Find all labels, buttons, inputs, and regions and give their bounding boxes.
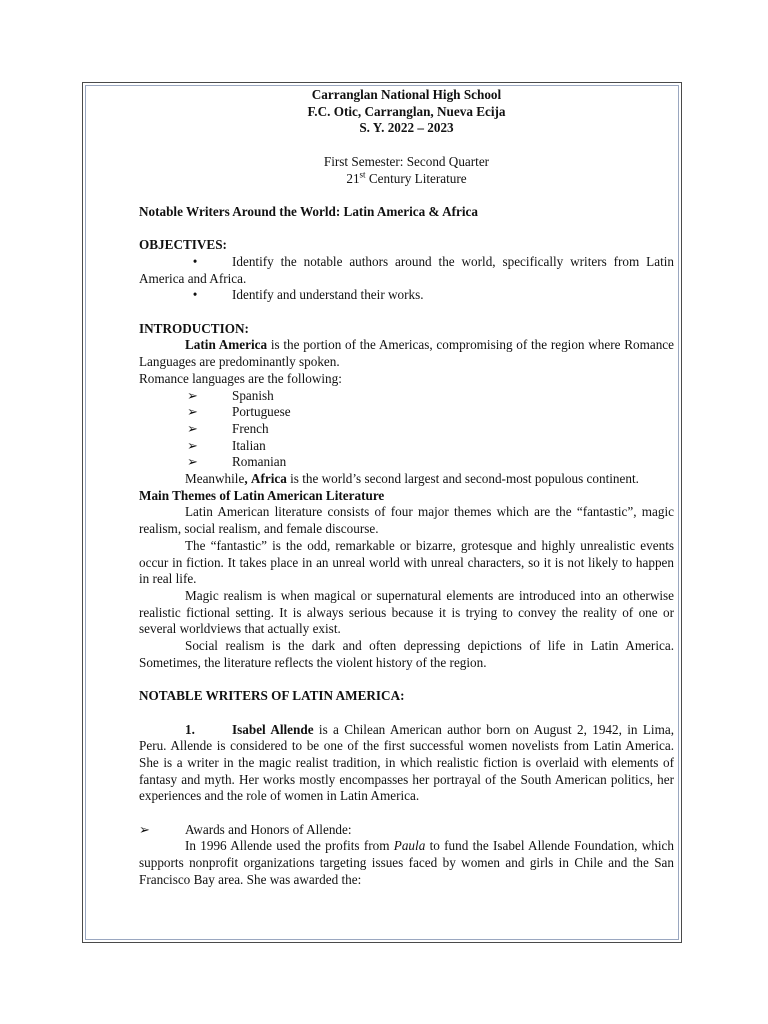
africa-paragraph: Meanwhile, Africa is the world’s second largest and second-most populous continent. (185, 471, 639, 487)
language-item: ➢ Italian (187, 437, 266, 453)
bullet-icon: • (192, 287, 198, 303)
latin-america-paragraph: Latin America is the portion of the Americas, compromising of the region where Romance Languages are predominantly spoken. (139, 337, 674, 370)
writers-heading: NOTABLE WRITERS OF LATIN AMERICA: (139, 688, 405, 704)
writer-name: Isabel Allende (232, 721, 314, 737)
lesson-topic: Notable Writers Around the World: Latin America & Africa (139, 203, 478, 219)
list-number: 1. (185, 721, 195, 737)
writer-entry: 1. Isabel Allende is a Chilean American author born on August 2, 1942, in Lima, Peru. Allende is considered to be one of the first successful women novelists from Latin America. She is a writer in the magic realist tradition, in which realistic fiction is overlaid with elements of fantasy and myth. Her works mostly encompasses her portrayal of the South American politics, her experiences and the role of women in Latin America. (139, 721, 674, 804)
bullet-icon: • (192, 253, 198, 269)
arrow-bullet-icon: ➢ (187, 420, 199, 436)
arrow-bullet-icon: ➢ (187, 387, 199, 403)
arrow-bullet-icon: ➢ (187, 454, 199, 470)
social-realism-paragraph: Social realism is the dark and often depressing depictions of life in Latin America. Sometimes, the literature reflects the violent history of the region. (139, 638, 674, 670)
document-page (139, 87, 674, 889)
themes-paragraph: Latin American literature consists of four major themes which are the “fantastic”, magic realism, social realism, and female discourse. (139, 504, 674, 537)
school-year: S. Y. 2022 – 2023 (359, 120, 454, 136)
book-title: Paula (393, 838, 426, 854)
language-item: ➢ French (187, 420, 269, 436)
fantastic-paragraph: The “fantastic” is the odd, remarkable or bizarre, grotesque and highly unrealistic events occur in fiction. It takes place in an unreal world with unreal characters, so it is not likely to happen in real life. (139, 537, 674, 587)
language-item: ➢ Romanian (187, 454, 287, 470)
awards-paragraph: In 1996 Allende used the profits from Paula to fund the Isabel Allende Foundation, which supports nonprofit organizations targeting issues faced by women and girls in Chile and the San Francisco Bay area. She was awarded the: (139, 838, 674, 887)
objective-item: • Identify and understand their works. (139, 287, 674, 304)
magic-realism-paragraph: Magic realism is when magical or supernatural elements are introduced into an otherwise realistic fictional setting. It is always serious because it is trying to convey the reality of one or several worldviews that actually exist. (139, 587, 674, 637)
course-title: 21st Century Literature (346, 169, 467, 186)
objectives-heading: OBJECTIVES: (139, 237, 227, 253)
romance-languages-intro: Romance languages are the following: (139, 370, 342, 386)
objective-item: • Identify the notable authors around the world, specifically writers from Latin America and Africa. (139, 253, 675, 286)
introduction-heading: INTRODUCTION: (139, 320, 249, 336)
arrow-bullet-icon: ➢ (139, 821, 151, 837)
awards-heading: ➢ Awards and Honors of Allende: (139, 821, 352, 837)
school-address: F.C. Otic, Carranglan, Nueva Ecija (307, 103, 506, 119)
language-item: ➢ Spanish (187, 387, 274, 403)
school-name: Carranglan National High School (311, 87, 502, 102)
arrow-bullet-icon: ➢ (187, 437, 199, 453)
arrow-bullet-icon: ➢ (187, 404, 199, 420)
themes-heading: Main Themes of Latin American Literature (139, 487, 385, 503)
semester-line: First Semester: Second Quarter (323, 153, 490, 169)
language-item: ➢ Portuguese (187, 404, 291, 420)
